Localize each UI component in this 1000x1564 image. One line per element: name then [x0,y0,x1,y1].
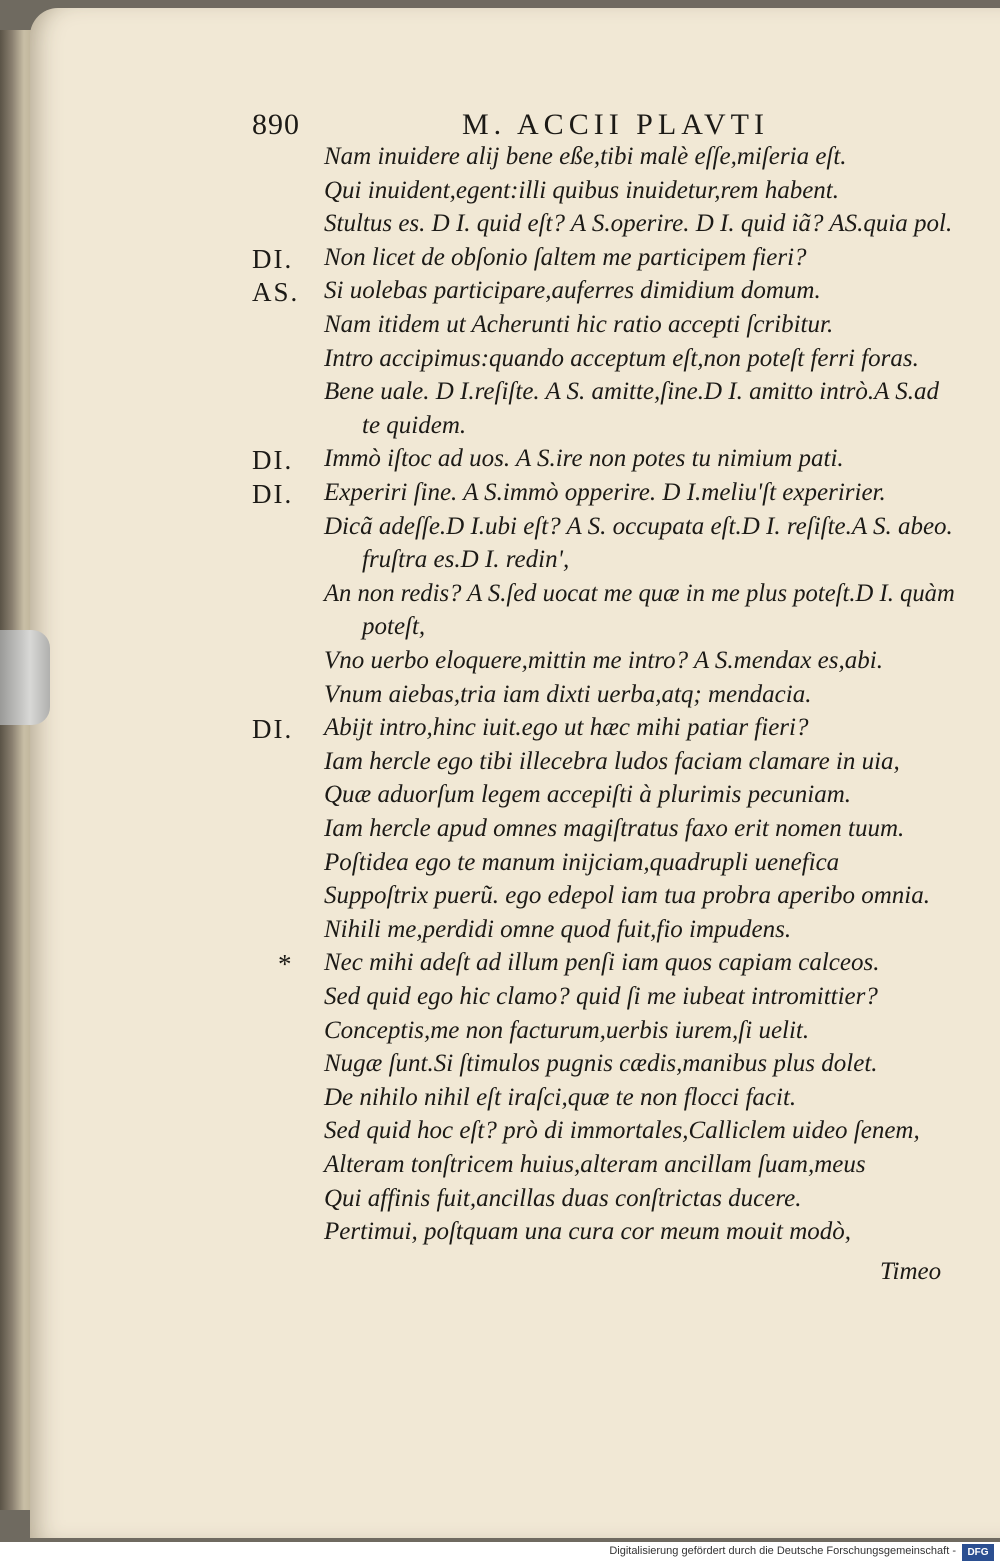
speaker-label: DI. [252,714,294,745]
verse-line [252,949,972,983]
verse-text: Alteram tonſtricem huius,alteram ancillam ſuam,meus [324,1151,866,1178]
verse-text: poteſt, [362,613,426,641]
verse-text: Conceptis,me non facturum,uerbis iurem,ſi uelit. [324,1016,810,1044]
book-clasp [0,630,50,725]
verse-line [252,983,972,1017]
footer-bar [0,1542,1000,1564]
verse-line [252,916,972,950]
verse-line [252,882,972,916]
verse-text: Dicã adeſſe.D I.ubi eſt? A S. occupata eſt.D I. reſiſte.A S. abeo. [324,512,953,540]
verse-line [252,781,972,815]
verse-line [252,345,972,379]
speaker-label: DI. [252,445,294,476]
verse-line [252,177,972,211]
speaker-label: AS. [252,277,300,308]
verse-line [252,445,972,479]
verse-text: An non redis? A S.ſed uocat me quæ in me plus poteſt.D I. quàm [324,579,955,607]
verse-text: Si uolebas participare,auferres dimidium domum. [324,277,821,305]
verse-text: Suppoſtrix puerũ. ego edepol iam tua probra aperibo omnia. [324,882,930,910]
verse-line [252,143,972,177]
verse-line [252,513,972,547]
verse-line [252,1117,972,1151]
verse-text: Sed quid ego hic clamo? quid ſi me iubeat intromittier? [324,983,878,1010]
verse-text: Iam hercle ego tibi illecebra ludos faciam clamare in uia, [324,747,900,775]
verse-text: Nam inuidere alij bene eße,tibi malè eſſe,miſeria eſt. [324,143,847,170]
verse-line [252,378,972,412]
verse-line [252,210,972,244]
verse-line [252,412,972,446]
verse-line [252,580,972,614]
verse-line [252,1218,972,1252]
verse-text: Pertimui, poſtquam una cura cor meum mouit modò, [324,1218,852,1246]
verse-text: Vno uerbo eloquere,mittin me intro? A S.mendax es,abi. [324,647,883,674]
verse-line [252,815,972,849]
catchword: Timeo [880,1258,942,1285]
verse-text: Qui inuident,egent:illi quibus inuidetur,rem habent. [324,176,839,204]
running-head: M. ACCII PLAVTI [462,108,769,141]
verse-text: Vnum aiebas,tria iam dixti uerba,atq; mendacia. [324,680,812,708]
verse-line [252,681,972,715]
verse-line [252,647,972,681]
verse-text: Quæ aduorſum legem accepiſti à plurimis pecuniam. [324,781,852,809]
verse-text: Qui affinis fuit,ancillas duas conſtrictas ducere. [324,1184,802,1212]
verse-line [252,613,972,647]
verse-text: Stultus es. D I. quid eſt? A S.operire. D I. quid iã? AS.quia pol. [324,210,953,238]
verse-text: Experiri ſine. A S.immò opperire. D I.meliu'ſt experirier. [324,479,886,506]
verse-line [252,1050,972,1084]
footer-credit: Digitalisierung gefördert durch die Deutsche Forschungsgemeinschaft - [609,1545,956,1557]
speaker-label: * [278,949,294,980]
verse-text: Bene uale. D I.reſiſte. A S. amitte,ſine.D I. amitto intrò.A S.ad [324,378,939,406]
verse-text: Nam itidem ut Acherunti hic ratio accepti ſcribitur. [324,311,834,338]
verse-line [252,546,972,580]
page-header [252,108,952,148]
verse-line [252,1084,972,1118]
verse-line [252,479,972,513]
speaker-label: DI. [252,243,294,274]
dfg-logo: DFG [962,1544,994,1561]
verse-text: te quidem. [362,411,467,439]
verse-line [252,849,972,883]
verse-text: Non licet de obſonio ſaltem me participem fieri? [324,243,807,271]
verse-line [252,1017,972,1051]
verse-line [252,748,972,782]
verse-line [252,1185,972,1219]
verse-text: De nihilo nihil eſt iraſci,quæ te non flocci facit. [324,1083,797,1111]
verse-text: Nec mihi adeſt ad illum penſi iam quos capiam calceos. [324,949,880,977]
verse-line [252,714,972,748]
verse-text: Intro accipimus:quando acceptum eſt,non poteſt ferri foras. [324,344,919,372]
verse-text: fruſtra es.D I. redin', [362,546,570,574]
verse-text: Nugæ ſunt.Si ſtimulos pugnis cædis,manibus plus dolet. [324,1050,878,1078]
verse-text: Abijt intro,hinc iuit.ego ut hæc mihi patiar fieri? [324,714,809,742]
verse-text: Sed quid hoc eſt? prò di immortales,Calliclem uideo ſenem, [324,1117,920,1145]
verse-text: Immò iſtoc ad uos. A S.ire non potes tu nimium pati. [324,445,844,473]
page-number: 890 [252,108,300,141]
verse-text: Iam hercle apud omnes magiſtratus faxo erit nomen tuum. [324,815,905,842]
verse-line [252,1151,972,1185]
speaker-label: DI. [252,479,294,509]
verse-text: Nihili me,perdidi omne quod fuit,fio impudens. [324,915,792,943]
verse-text: Poſtidea ego te manum inijciam,quadrupli uenefica [324,848,840,876]
verse-line [252,311,972,345]
verse-line [252,244,972,278]
verse-line [252,277,972,311]
